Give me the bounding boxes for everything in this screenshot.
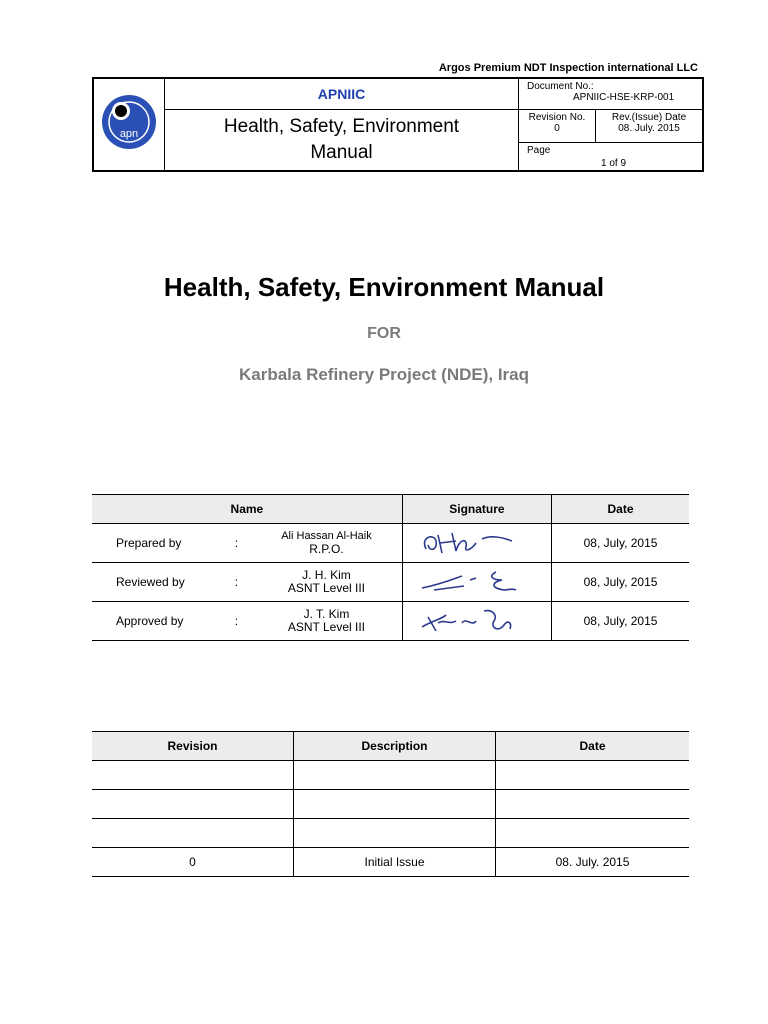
signer-title: R.P.O. <box>309 542 344 556</box>
rev-date-cell <box>596 110 704 143</box>
doc-no-label: Document No.: <box>527 81 594 92</box>
main-title: Health, Safety, Environment Manual <box>163 272 605 302</box>
signature-mark <box>412 527 542 557</box>
project-title: Karbala Refinery Project (NDE), Iraq <box>238 365 530 384</box>
signer-name <box>251 563 402 602</box>
description-cell <box>294 819 496 848</box>
signature-mark <box>412 566 542 596</box>
date-cell <box>496 790 690 819</box>
signature-cell <box>402 524 551 563</box>
revision-header: Revision <box>92 732 294 761</box>
date-cell <box>496 761 690 790</box>
revision-cell-value <box>92 790 294 819</box>
signoff-row-prepared <box>92 524 689 563</box>
colon: : <box>222 602 252 641</box>
rev-date-label: Rev.(Issue) Date <box>611 112 687 123</box>
sign-date: 08, July, 2015 <box>552 524 689 563</box>
signer-title: ASNT Level III <box>287 581 366 595</box>
role-label: Reviewed by <box>92 563 222 602</box>
signoff-table <box>92 494 689 641</box>
role-label: Approved by <box>92 602 222 641</box>
signer-name-line1: J. T. Kim <box>303 607 350 621</box>
revision-table <box>92 731 689 877</box>
signature-header: Signature <box>402 495 551 524</box>
signer-title: ASNT Level III <box>287 620 366 634</box>
page-value: 1 of 9 <box>601 158 627 169</box>
revision-row <box>92 790 689 819</box>
sign-date: 08, July, 2015 <box>552 602 689 641</box>
for-text: FOR <box>367 325 401 342</box>
revision-label: Revision No. <box>528 112 586 123</box>
signature-cell <box>402 563 551 602</box>
signer-name-line1: J. H. Kim <box>302 568 351 582</box>
signoff-row-reviewed <box>92 563 689 602</box>
document-header <box>92 77 704 172</box>
revision-value: 0 <box>554 123 560 134</box>
signer-name <box>251 524 402 563</box>
apn-logo-icon <box>100 93 158 151</box>
signer-name <box>251 602 402 641</box>
revision-row <box>92 761 689 790</box>
role-label: Prepared by <box>92 524 222 563</box>
rev-date-value: 08. July. 2015 <box>618 123 680 134</box>
revision-header-row <box>92 732 689 761</box>
date-header: Date <box>552 495 689 524</box>
revision-cell-value <box>92 819 294 848</box>
sign-date: 08, July, 2015 <box>552 563 689 602</box>
doc-title-line2: Manual <box>310 142 373 163</box>
name-header: Name <box>92 495 402 524</box>
date-cell <box>496 819 690 848</box>
rev-date-header: Date <box>496 732 690 761</box>
doc-title-line1: Health, Safety, Environment <box>223 116 460 137</box>
brand-name: APNIIC <box>165 78 519 110</box>
signoff-header-row <box>92 495 689 524</box>
page-label: Page <box>527 145 551 156</box>
description-cell <box>294 790 496 819</box>
revision-cell-value: 0 <box>92 848 294 877</box>
doc-title <box>165 110 519 172</box>
signoff-row-approved <box>92 602 689 641</box>
logo-text: apn <box>119 128 139 140</box>
signature-cell <box>402 602 551 641</box>
revision-row <box>92 819 689 848</box>
description-header: Description <box>294 732 496 761</box>
revision-cell-value <box>92 761 294 790</box>
logo-cell <box>93 78 165 171</box>
page-cell <box>519 143 704 172</box>
colon: : <box>222 563 252 602</box>
signer-name-line1: Ali Hassan Al-Haik <box>281 530 372 542</box>
description-cell: Initial Issue <box>294 848 496 877</box>
colon: : <box>222 524 252 563</box>
description-cell <box>294 761 496 790</box>
doc-no: APNIIC-HSE-KRP-001 <box>573 92 675 103</box>
signature-mark <box>412 605 542 635</box>
revision-cell <box>519 110 596 143</box>
revision-row <box>92 848 689 877</box>
date-cell: 08. July. 2015 <box>496 848 690 877</box>
company-name: Argos Premium NDT Inspection international LLC <box>438 62 698 74</box>
doc-no-cell <box>519 78 704 110</box>
